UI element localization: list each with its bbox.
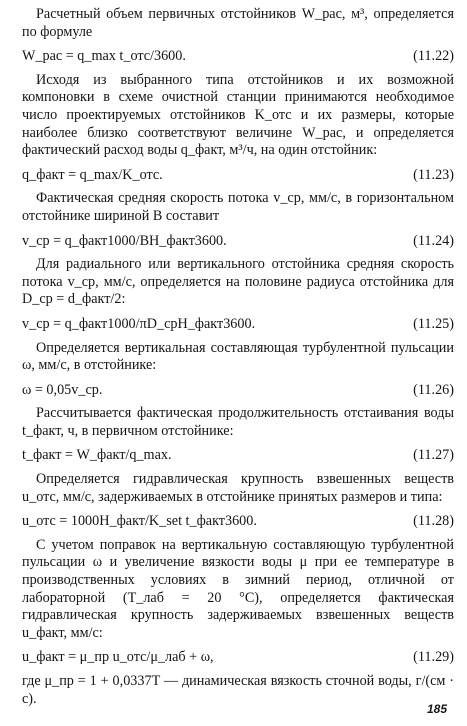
formula-expression: u_факт = μ_пр u_отс/μ_лаб + ω, [22, 649, 214, 666]
formula-number: (11.22) [413, 48, 454, 65]
paragraph-corrections: С учетом поправок на вертикальную составляющую турбулентной пульсации ω и увеличение вязкости воды μ при ее температуре в производственных условиях в зимний период, отличной от лабораторной (T_лаб = 20 °С), определяется фактическая гидравлическая крупность задерживаемых взвешенных веществ u_факт, мм/с: [22, 536, 454, 641]
formula-expression: ω = 0,05v_ср. [22, 381, 103, 398]
formula-11-23 [22, 167, 454, 185]
formula-number: (11.25) [413, 315, 454, 332]
page-number: 185 [426, 702, 447, 716]
formula-number: (11.24) [413, 232, 454, 249]
formula-expression: u_отс = 1000H_факт/K_set t_факт3600. [22, 513, 257, 530]
page-content [22, 6, 454, 708]
formula-expression: W_рас = q_max t_отс/3600. [22, 48, 186, 65]
paragraph-settling-time: Рассчитывается фактическая продолжительность отстаивания воды t_факт, ч, в первичном отстойнике: [22, 405, 454, 439]
formula-number: (11.28) [413, 513, 454, 530]
formula-expression: q_факт = q_max/K_отс. [22, 166, 163, 183]
formula-11-28 [22, 513, 454, 531]
formula-number: (11.26) [413, 381, 454, 398]
paragraph-radial-speed: Для радиального или вертикального отстойника средняя скорость потока v_ср, мм/с, определяется на половине радиуса отстойника для D_ср = d_факт/2: [22, 256, 454, 308]
paragraph-layout: Исходя из выбранного типа отстойников и их возможной компоновки в схеме очистной станции принимаются необходимое число проектируемых отстойников K_отс и их размеры, которые наиболее близко соответствуют величине W_рас, и определяется фактический расход воды q_факт, м³/ч, на один отстойник: [22, 71, 454, 159]
viscosity-note: где μ_пр = 1 + 0,0337T — динамическая вязкость сточной воды, г/(см · с). [22, 673, 454, 707]
formula-number: (11.29) [413, 649, 454, 666]
formula-expression: t_факт = W_факт/q_max. [22, 447, 172, 464]
paragraph-horizontal-speed: Фактическая средняя скорость потока v_ср, мм/с, в горизонтальном отстойнике шириной B составит [22, 190, 454, 224]
formula-11-26 [22, 382, 454, 400]
paragraph-hydraulic-size: Определяется гидравлическая крупность взвешенных веществ u_отс, мм/с, задерживаемых в отстойнике принятых размеров и типа: [22, 471, 454, 505]
formula-11-24 [22, 233, 454, 251]
paragraph-volume: Расчетный объем первичных отстойников W_рас, м³, определяется по формуле [22, 6, 454, 40]
formula-11-25 [22, 316, 454, 334]
formula-expression: v_ср = q_факт1000/πD_срH_факт3600. [22, 315, 256, 332]
formula-11-22 [22, 48, 454, 66]
formula-number: (11.23) [413, 166, 454, 183]
paragraph-turbulence: Определяется вертикальная составляющая турбулентной пульсации ω, мм/с, в отстойнике: [22, 339, 454, 374]
formula-number: (11.27) [413, 447, 454, 464]
formula-expression: v_ср = q_факт1000/BH_факт3600. [22, 232, 227, 249]
formula-11-29 [22, 649, 454, 667]
formula-11-27 [22, 447, 454, 465]
